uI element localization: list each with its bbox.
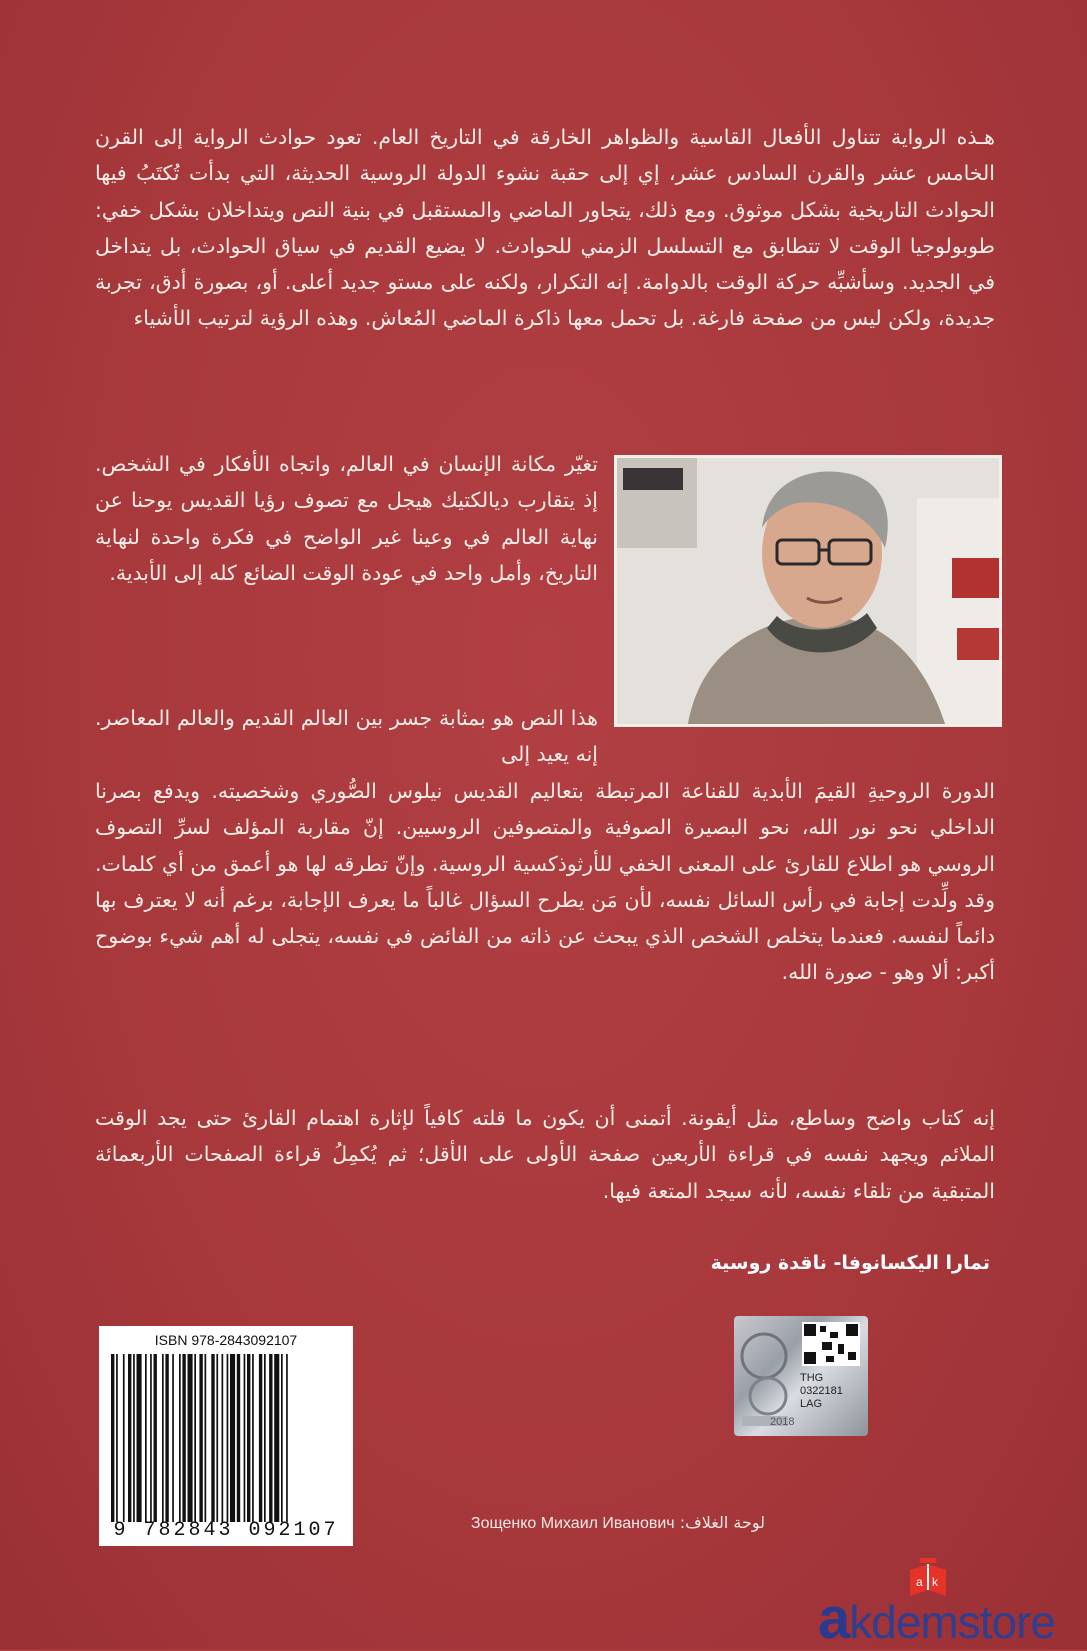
barcode-bar xyxy=(281,1354,283,1522)
cover-credit-label: لوحة الغلاف: xyxy=(679,1513,765,1532)
barcode-bar xyxy=(264,1354,266,1522)
barcode-bar xyxy=(230,1354,235,1522)
barcode-bar xyxy=(116,1354,118,1522)
barcode-bars xyxy=(111,1354,341,1522)
author-signature: تمارا اليكسانوفا- ناقدة روسية xyxy=(710,1252,990,1274)
barcode-bar xyxy=(252,1354,254,1522)
blurb-paragraph-2: تغيّر مكانة الإنسان في العالم، واتجاه الأفكار في الشخص. إذ يتقارب ديالكتيك هيجل مع تصوف رؤيا القديس يوحنا عن نهاية العالم في وعينا غير الواضح في فكرة واحدة لنهاية التاريخ، وأمل واحد في عودة الوقت الضائع كله إلى الأبدية. xyxy=(95,452,598,585)
barcode-bar xyxy=(244,1354,246,1522)
barcode-bar xyxy=(216,1354,218,1522)
barcode-bar xyxy=(137,1354,142,1522)
barcode-bar xyxy=(247,1354,250,1522)
barcode-bar xyxy=(188,1354,193,1522)
barcode-bar xyxy=(286,1354,288,1522)
blurb-paragraph-1: هـذه الرواية تتناول الأفعال القاسية والظواهر الخارقة في التاريخ العام. تعود حوادث الرواية إلى القرن الخامس عشر والقرن السادس عشر، إي إلى حقبة نشوء الدولة الروسية الحديثة، التي بدأت تُكتَبُ فيها الحوادث التاريخية بشكل موثوق. ومع ذلك، يتجاور الماضي والمستقبل في بنية النص ويتداخلان بشكل خفي: طوبولوجيا الوقت لا تتطابق مع التسلسل الزمني للحوادث. لا يضيع القديم في سياق الحوادث، بل يتداخل في الجديد. وسأشبِّه حركة الوقت بالدوامة. إنه التكرار، ولكنه على مستو جديد أعلى. أو، بصورة أدق، تجربة جديدة، ولكن ليس من صفحة فارغة. بل تحمل معها ذاكرة الماضي المُعاش. وهذه الرؤية لترتيب الأشياء xyxy=(95,125,995,331)
author-photo-illustration xyxy=(617,458,1002,727)
store-wordmark xyxy=(818,1586,1056,1651)
barcode-bar xyxy=(111,1354,114,1522)
hologram-sticker xyxy=(734,1316,868,1436)
barcode-bar xyxy=(199,1354,202,1522)
blurb-paragraph-4: الدورة الروحيةِ القيمَ الأبدية للقناعة المرتبطة بتعاليم القديس نيلوس الصُّوري وشخصيته. ويدفع بصرنا الداخلي نحو نور الله، نحو البصيرة الصوفية والمتصوفين الروسيين. إنّ مقاربة المؤلف لسرِّ التصوف الروسي هو اطلاع للقارئ على المعنى الخفي للأرثوذكسية الروسية. وإنّ تطرقه لها هو أعمق من أي كلمات. وقد ولِّدت إجابة في رأس السائل نفسه، لأن مَن يطرح السؤال غالباً ما يعرف الإجابة، برغم أنه لا يعترف بها دائماً لنفسه. فعندما يتخلص الشخص الذي يبحث عن ذاته من الفائض في نفسه، يتجلى له أهم شيء بوضوح أكبر: ألا وهو - صورة الله. xyxy=(95,779,995,985)
svg-text:a: a xyxy=(916,1575,923,1589)
qr-code-icon xyxy=(802,1322,860,1366)
barcode-bar xyxy=(128,1354,131,1522)
isbn-digits: 9 782843 092107 xyxy=(113,1519,339,1542)
barcode-bar xyxy=(150,1354,152,1522)
barcode-bar xyxy=(259,1354,262,1522)
barcode-bar xyxy=(133,1354,135,1522)
barcode-bar xyxy=(269,1354,272,1522)
barcode-bar xyxy=(179,1354,181,1522)
store-wordmark-a: a xyxy=(818,1586,850,1651)
barcode-bar xyxy=(145,1354,147,1522)
barcode-bar xyxy=(227,1354,229,1522)
barcode-bar xyxy=(274,1354,279,1522)
barcode-bar xyxy=(205,1354,207,1522)
cover-credit-artist: Зощенко Михаил Иванович xyxy=(470,1515,675,1532)
isbn-label: ISBN 978-2843092107 xyxy=(154,1332,298,1348)
barcode-bar xyxy=(154,1354,157,1522)
barcode-bar xyxy=(172,1354,174,1522)
barcode-bar xyxy=(211,1354,214,1522)
svg-text:k: k xyxy=(932,1575,938,1589)
barcode-bar xyxy=(182,1354,185,1522)
barcode-bar xyxy=(222,1354,224,1522)
isbn-barcode xyxy=(99,1326,353,1546)
barcode-bar xyxy=(162,1354,164,1522)
hologram-year: 2018 xyxy=(770,1416,795,1428)
barcode-bar xyxy=(237,1354,240,1522)
cover-art-credit xyxy=(385,1513,765,1533)
barcode-bar xyxy=(194,1354,196,1522)
blurb-paragraph-3: هذا النص هو بمثابة جسر بين العالم القديم والعالم المعاصر. إنه يعيد إلى xyxy=(95,706,598,767)
hologram-code-1: THG xyxy=(800,1372,824,1384)
barcode-bar xyxy=(123,1354,125,1522)
hologram-code-3: LAG xyxy=(800,1398,823,1410)
barcode-bar xyxy=(165,1354,168,1522)
store-wordmark-rest: kdemstore xyxy=(849,1596,1056,1648)
author-photo xyxy=(614,455,1002,727)
hologram-code-2: 0322181 xyxy=(800,1385,843,1397)
blurb-paragraph-5: إنه كتاب واضح وساطع، مثل أيقونة. أتمنى أن يكون ما قلته كافياً لإثارة اهتمام القارئ حتى يجد الوقت الملائم ويجهد نفسه في قراءة الأربعين صفحة الأولى على الأقل؛ ثم يُكمِلُ قراءة الصفحات الأربعمائة المتبقية من تلقاء نفسه، لأنه سيجد المتعة فيها. xyxy=(95,1106,995,1203)
